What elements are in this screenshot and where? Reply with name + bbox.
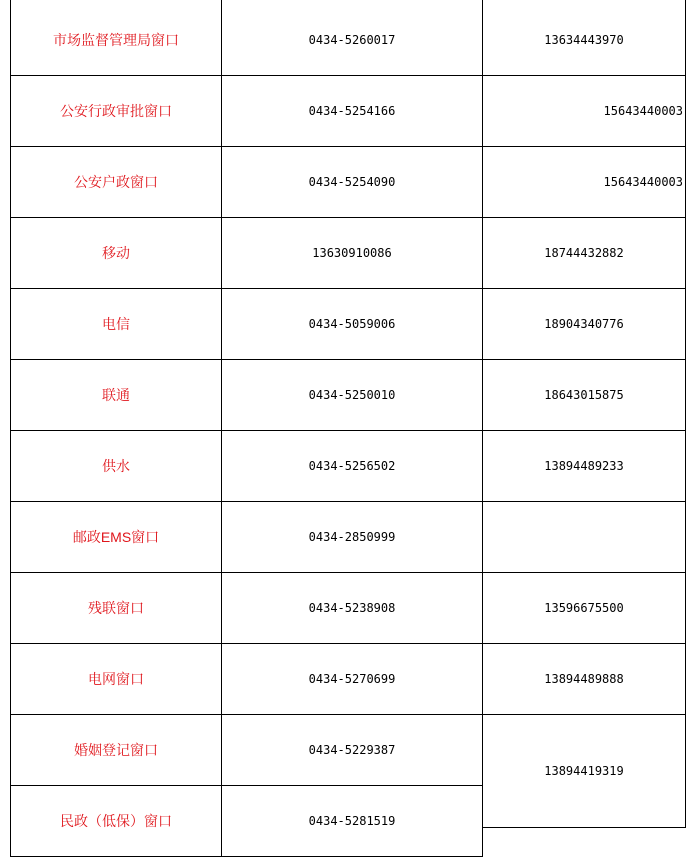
phone-cell: 0434-5256502 bbox=[308, 459, 396, 473]
mobile-cell: 18904340776 bbox=[544, 317, 624, 331]
department-cell: 电网窗口 bbox=[88, 671, 144, 687]
department-cell: 公安户政窗口 bbox=[74, 174, 158, 190]
phone-cell: 0434-5260017 bbox=[308, 33, 396, 47]
mobile-cell: 13894489233 bbox=[544, 459, 624, 473]
phone-cell: 0434-5250010 bbox=[308, 388, 396, 402]
phone-cell: 13630910086 bbox=[312, 246, 392, 260]
department-cell: 邮政EMS窗口 bbox=[72, 529, 160, 545]
department-cell: 电信 bbox=[102, 316, 130, 332]
mobile-cell: 13596675500 bbox=[544, 601, 624, 615]
phone-cell: 0434-5254166 bbox=[308, 104, 396, 118]
department-cell: 民政（低保）窗口 bbox=[60, 813, 172, 829]
mobile-cell bbox=[483, 502, 685, 572]
mobile-cell: 15643440003 bbox=[603, 104, 683, 118]
table-rule bbox=[685, 0, 686, 828]
mobile-cell: 18643015875 bbox=[544, 388, 624, 402]
department-cell: 婚姻登记窗口 bbox=[74, 742, 158, 758]
mobile-cell: 13634443970 bbox=[544, 33, 624, 47]
department-cell: 供水 bbox=[102, 458, 130, 474]
mobile-cell: 13894489888 bbox=[544, 672, 624, 686]
phone-cell: 0434-5270699 bbox=[308, 672, 396, 686]
department-cell: 市场监督管理局窗口 bbox=[53, 32, 179, 48]
phone-cell: 0434-5254090 bbox=[308, 175, 396, 189]
mobile-cell: 15643440003 bbox=[603, 175, 683, 189]
phone-cell: 0434-2850999 bbox=[308, 530, 396, 544]
phone-cell: 0434-5229387 bbox=[308, 743, 396, 757]
phone-cell: 0434-5281519 bbox=[308, 814, 396, 828]
merged-mobile-cell: 13894419319 bbox=[544, 764, 624, 778]
department-cell: 公安行政审批窗口 bbox=[60, 103, 172, 119]
table-rule bbox=[10, 856, 482, 857]
phone-cell: 0434-5059006 bbox=[308, 317, 396, 331]
department-cell: 残联窗口 bbox=[88, 600, 144, 616]
department-cell: 移动 bbox=[102, 245, 130, 261]
table-rule bbox=[482, 827, 686, 828]
mobile-cell: 18744432882 bbox=[544, 246, 624, 260]
phone-cell: 0434-5238908 bbox=[308, 601, 396, 615]
department-cell: 联通 bbox=[102, 387, 130, 403]
